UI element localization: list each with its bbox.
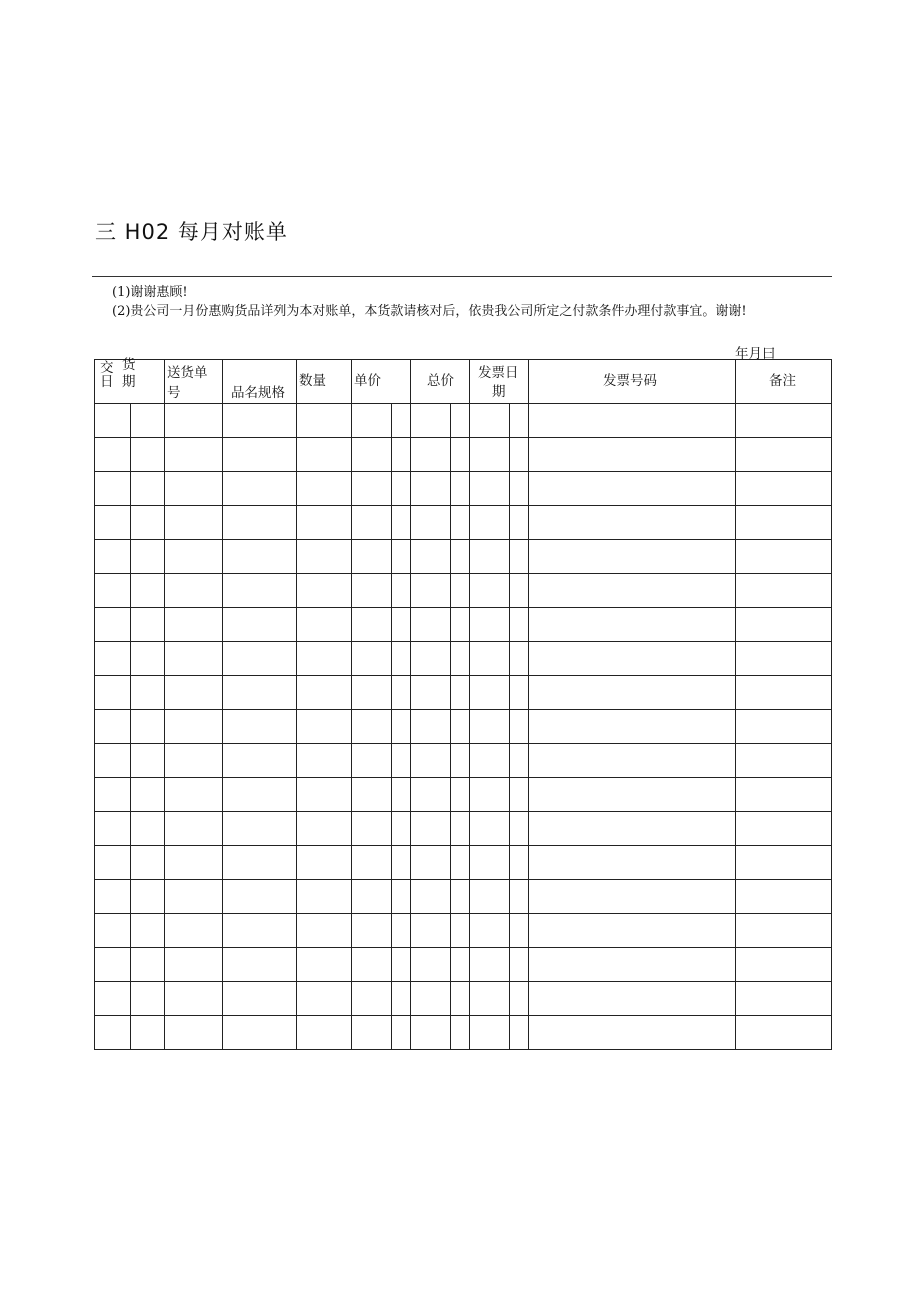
table-cell[interactable] [392,1016,411,1050]
table-cell[interactable] [95,812,131,846]
table-cell[interactable] [392,846,411,880]
table-cell[interactable] [470,744,510,778]
table-cell[interactable] [510,506,529,540]
table-cell[interactable] [95,404,131,438]
table-cell[interactable] [510,1016,529,1050]
table-cell[interactable] [470,1016,510,1050]
table-cell[interactable] [223,642,297,676]
table-cell[interactable] [297,812,352,846]
table-cell[interactable] [411,710,451,744]
table-cell[interactable] [411,574,451,608]
table-cell[interactable] [95,506,131,540]
table-cell[interactable] [451,438,470,472]
table-cell[interactable] [470,914,510,948]
header-quantity: 数量 [297,360,352,404]
table-cell[interactable] [131,642,165,676]
table-cell[interactable] [131,676,165,710]
table-cell[interactable] [95,438,131,472]
table-cell[interactable] [736,676,832,710]
table-cell[interactable] [470,948,510,982]
table-cell[interactable] [95,778,131,812]
table-cell[interactable] [510,642,529,676]
table-cell[interactable] [451,1016,470,1050]
table-cell[interactable] [95,914,131,948]
table-cell[interactable] [392,404,411,438]
table-cell[interactable] [451,642,470,676]
table-cell[interactable] [297,540,352,574]
table-row [95,472,832,506]
table-cell[interactable] [510,982,529,1016]
table-cell[interactable] [165,744,223,778]
table-cell[interactable] [411,608,451,642]
table-cell[interactable] [223,948,297,982]
table-cell[interactable] [392,438,411,472]
table-cell[interactable] [736,438,832,472]
table-cell[interactable] [451,982,470,1016]
table-cell[interactable] [451,846,470,880]
table-cell[interactable] [165,676,223,710]
table-row [95,710,832,744]
table-cell[interactable] [223,812,297,846]
table-cell[interactable] [411,506,451,540]
header-product-spec: 品名规格 [223,360,297,404]
table-cell[interactable] [510,676,529,710]
table-cell[interactable] [352,404,392,438]
table-cell[interactable] [297,914,352,948]
table-cell[interactable] [510,846,529,880]
table-cell[interactable] [451,404,470,438]
table-cell[interactable] [510,778,529,812]
table-cell[interactable] [736,472,832,506]
table-cell[interactable] [392,710,411,744]
table-cell[interactable] [411,948,451,982]
table-cell[interactable] [529,574,736,608]
table-cell[interactable] [510,404,529,438]
table-cell[interactable] [510,744,529,778]
table-cell[interactable] [297,1016,352,1050]
table-cell[interactable] [131,778,165,812]
table-cell[interactable] [95,642,131,676]
table-cell[interactable] [223,438,297,472]
table-cell[interactable] [470,676,510,710]
table-cell[interactable] [470,880,510,914]
table-cell[interactable] [451,676,470,710]
table-row [95,540,832,574]
table-cell[interactable] [470,540,510,574]
table-row [95,880,832,914]
table-row [95,404,832,438]
table-cell[interactable] [411,540,451,574]
table-cell[interactable] [95,676,131,710]
table-cell[interactable] [165,982,223,1016]
table-cell[interactable] [95,608,131,642]
table-cell[interactable] [736,778,832,812]
table-cell[interactable] [529,1016,736,1050]
table-cell[interactable] [736,948,832,982]
table-cell[interactable] [223,982,297,1016]
table-cell[interactable] [411,982,451,1016]
table-cell[interactable] [223,710,297,744]
table-cell[interactable] [451,744,470,778]
table-cell[interactable] [529,880,736,914]
table-cell[interactable] [297,982,352,1016]
table-cell[interactable] [451,472,470,506]
table-cell[interactable] [529,744,736,778]
header-total-price: 总价 [411,360,470,404]
table-cell[interactable] [223,608,297,642]
table-cell[interactable] [451,540,470,574]
table-cell[interactable] [510,472,529,506]
table-cell[interactable] [95,710,131,744]
table-cell[interactable] [352,914,392,948]
table-cell[interactable] [352,778,392,812]
table-cell[interactable] [131,506,165,540]
table-cell[interactable] [165,472,223,506]
table-cell[interactable] [165,438,223,472]
table-cell[interactable] [352,540,392,574]
table-cell[interactable] [95,982,131,1016]
table-cell[interactable] [510,880,529,914]
table-cell[interactable] [352,812,392,846]
table-cell[interactable] [95,574,131,608]
table-cell[interactable] [392,574,411,608]
table-cell[interactable] [131,914,165,948]
table-cell[interactable] [223,1016,297,1050]
table-cell[interactable] [352,982,392,1016]
table-cell[interactable] [165,642,223,676]
table-cell[interactable] [297,574,352,608]
table-cell[interactable] [297,710,352,744]
table-cell[interactable] [470,608,510,642]
table-cell[interactable] [411,1016,451,1050]
page-title: 三 H02 每月对账单 [95,220,288,244]
table-cell[interactable] [529,982,736,1016]
header-invoice-number: 发票号码 [529,360,736,404]
table-cell[interactable] [352,608,392,642]
table-cell[interactable] [223,506,297,540]
table-cell[interactable] [165,880,223,914]
table-cell[interactable] [131,880,165,914]
table-cell[interactable] [297,506,352,540]
table-cell[interactable] [165,778,223,812]
table-cell[interactable] [223,880,297,914]
table-cell[interactable] [352,676,392,710]
table-cell[interactable] [451,914,470,948]
table-cell[interactable] [470,642,510,676]
header-delivery-note: 送货单 号 [165,360,223,404]
table-row [95,574,832,608]
table-row [95,676,832,710]
table-row [95,778,832,812]
table-row [95,438,832,472]
table-cell[interactable] [165,540,223,574]
table-cell[interactable] [529,506,736,540]
table-cell[interactable] [392,982,411,1016]
table-cell[interactable] [392,472,411,506]
table-cell[interactable] [297,472,352,506]
table-cell[interactable] [95,744,131,778]
table-cell[interactable] [510,540,529,574]
table-cell[interactable] [529,642,736,676]
table-cell[interactable] [95,948,131,982]
table-row [95,744,832,778]
table-cell[interactable] [529,438,736,472]
table-cell[interactable] [736,880,832,914]
table-cell[interactable] [392,880,411,914]
table-cell[interactable] [451,710,470,744]
table-cell[interactable] [736,404,832,438]
table-cell[interactable] [223,404,297,438]
table-cell[interactable] [352,438,392,472]
table-cell[interactable] [529,846,736,880]
table-cell[interactable] [223,472,297,506]
table-cell[interactable] [131,1016,165,1050]
table-cell[interactable] [297,642,352,676]
table-cell[interactable] [411,404,451,438]
table-cell[interactable] [392,948,411,982]
table-cell[interactable] [223,778,297,812]
table-cell[interactable] [736,540,832,574]
table-cell[interactable] [510,914,529,948]
table-cell[interactable] [392,812,411,846]
table-cell[interactable] [165,846,223,880]
table-cell[interactable] [392,744,411,778]
table-cell[interactable] [529,540,736,574]
table-cell[interactable] [131,744,165,778]
table-cell[interactable] [392,676,411,710]
table-cell[interactable] [470,812,510,846]
date-line: 年月曰 [735,346,776,362]
thank-you-note: (1)谢谢惠顾! [112,285,188,300]
table-cell[interactable] [297,676,352,710]
table-cell[interactable] [297,404,352,438]
table-cell[interactable] [131,574,165,608]
table-cell[interactable] [736,1016,832,1050]
table-cell[interactable] [529,472,736,506]
table-cell[interactable] [451,506,470,540]
table-cell[interactable] [411,676,451,710]
table-cell[interactable] [736,982,832,1016]
table-cell[interactable] [470,506,510,540]
table-row [95,982,832,1016]
title-divider [92,276,832,277]
table-cell[interactable] [470,710,510,744]
table-cell[interactable] [352,880,392,914]
table-cell[interactable] [131,948,165,982]
table-cell[interactable] [223,744,297,778]
table-cell[interactable] [352,710,392,744]
table-cell[interactable] [470,404,510,438]
table-cell[interactable] [736,846,832,880]
table-cell[interactable] [529,608,736,642]
table-header-row [95,360,832,404]
table-cell[interactable] [736,812,832,846]
table-cell[interactable] [411,438,451,472]
table-row [95,846,832,880]
table-cell[interactable] [223,540,297,574]
header-remarks: 备注 [736,360,832,404]
table-cell[interactable] [131,812,165,846]
statement-instructions: (2)贵公司一月份惠购货品详列为本对账单，本货款请核对后，依贵我公司所定之付款条件办理付款事宜。谢谢! [112,304,747,319]
table-cell[interactable] [470,574,510,608]
table-cell[interactable] [411,744,451,778]
table-cell[interactable] [165,914,223,948]
table-cell[interactable] [297,846,352,880]
table-cell[interactable] [736,710,832,744]
table-row [95,608,832,642]
statement-table-body [95,404,832,1050]
table-cell[interactable] [131,846,165,880]
table-cell[interactable] [131,710,165,744]
table-cell[interactable] [736,744,832,778]
table-cell[interactable] [352,846,392,880]
table-cell[interactable] [736,914,832,948]
table-cell[interactable] [411,642,451,676]
table-cell[interactable] [352,642,392,676]
table-cell[interactable] [392,642,411,676]
table-cell[interactable] [131,438,165,472]
table-cell[interactable] [510,948,529,982]
table-row [95,1016,832,1050]
table-cell[interactable] [95,880,131,914]
table-cell[interactable] [470,438,510,472]
table-cell[interactable] [165,812,223,846]
table-cell[interactable] [131,982,165,1016]
table-cell[interactable] [392,540,411,574]
table-cell[interactable] [165,404,223,438]
table-cell[interactable] [529,710,736,744]
table-cell[interactable] [411,846,451,880]
table-cell[interactable] [736,574,832,608]
table-cell[interactable] [223,676,297,710]
header-delivery-date: 交 货 日 期 [95,360,165,404]
header-invoice-date: 发票日 期 [470,360,529,404]
table-cell[interactable] [736,608,832,642]
table-cell[interactable] [411,778,451,812]
table-cell[interactable] [165,608,223,642]
table-cell[interactable] [529,676,736,710]
table-cell[interactable] [297,438,352,472]
table-row [95,506,832,540]
table-cell[interactable] [297,608,352,642]
table-cell[interactable] [352,744,392,778]
table-cell[interactable] [352,472,392,506]
table-cell[interactable] [529,778,736,812]
table-cell[interactable] [529,914,736,948]
table-cell[interactable] [510,812,529,846]
table-cell[interactable] [451,608,470,642]
table-cell[interactable] [223,914,297,948]
table-cell[interactable] [131,608,165,642]
table-cell[interactable] [510,438,529,472]
table-cell[interactable] [352,948,392,982]
table-cell[interactable] [451,812,470,846]
table-cell[interactable] [529,948,736,982]
table-cell[interactable] [223,846,297,880]
table-cell[interactable] [392,778,411,812]
table-cell[interactable] [510,710,529,744]
table-row [95,642,832,676]
table-cell[interactable] [297,778,352,812]
table-cell[interactable] [352,574,392,608]
table-cell[interactable] [411,812,451,846]
table-cell[interactable] [470,982,510,1016]
table-row [95,914,832,948]
table-cell[interactable] [223,574,297,608]
table-cell[interactable] [297,744,352,778]
table-cell[interactable] [411,880,451,914]
table-cell[interactable] [510,574,529,608]
table-cell[interactable] [529,404,736,438]
table-cell[interactable] [510,608,529,642]
table-row [95,812,832,846]
table-cell[interactable] [352,1016,392,1050]
table-cell[interactable] [451,574,470,608]
table-cell[interactable] [95,472,131,506]
table-cell[interactable] [131,404,165,438]
table-cell[interactable] [165,710,223,744]
table-cell[interactable] [297,880,352,914]
table-cell[interactable] [131,540,165,574]
table-cell[interactable] [95,1016,131,1050]
table-cell[interactable] [131,472,165,506]
table-cell[interactable] [529,812,736,846]
table-cell[interactable] [165,574,223,608]
table-cell[interactable] [736,642,832,676]
table-cell[interactable] [736,506,832,540]
table-cell[interactable] [165,1016,223,1050]
table-cell[interactable] [451,880,470,914]
table-cell[interactable] [352,506,392,540]
table-cell[interactable] [95,540,131,574]
statement-table [94,359,832,1050]
table-cell[interactable] [470,846,510,880]
table-cell[interactable] [411,472,451,506]
table-cell[interactable] [392,608,411,642]
table-cell[interactable] [470,472,510,506]
table-cell[interactable] [451,778,470,812]
table-cell[interactable] [411,914,451,948]
header-unit-price: 单价 [352,360,411,404]
table-cell[interactable] [165,948,223,982]
table-cell[interactable] [165,506,223,540]
table-cell[interactable] [470,778,510,812]
table-cell[interactable] [392,914,411,948]
table-row [95,948,832,982]
table-cell[interactable] [297,948,352,982]
table-cell[interactable] [392,506,411,540]
table-cell[interactable] [451,948,470,982]
table-cell[interactable] [95,846,131,880]
